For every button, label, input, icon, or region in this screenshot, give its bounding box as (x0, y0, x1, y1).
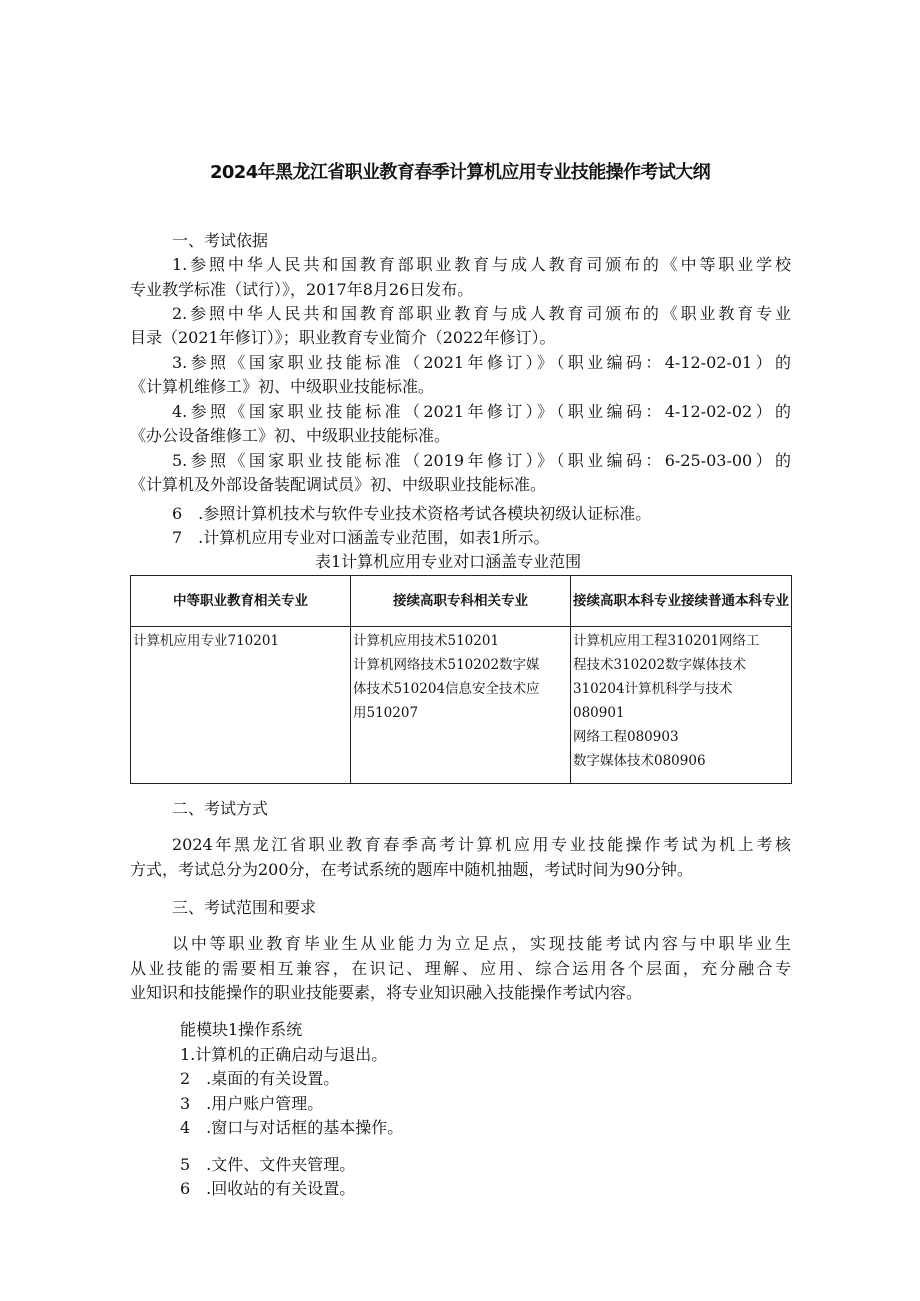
document-title: 2024年黑龙江省职业教育春季计算机应用专业技能操作考试大纲 (209, 162, 711, 183)
basis-item-2-line-1: 2.参照中华人民共和国教育部职业教育与成人教育司颁布的《职业教育专业 (172, 304, 791, 323)
basis-item-1-line-2: 专业教学标准（试行）》，2017年8月26日发布。 (130, 280, 474, 299)
module-1-item-5: 5 .文件、文件夹管理。 (180, 1155, 356, 1174)
table-header-row (131, 576, 792, 627)
basis-item-4-line-2: 《办公设备维修工》初、中级职业技能标准。 (130, 426, 451, 445)
module-1-item-2: 2 .桌面的有关设置。 (180, 1069, 340, 1088)
major-scope-table (130, 575, 792, 784)
basis-item-5-line-1: 5.参照《国家职业技能标准（2019年修订）》（职业编码：6-25-03-00）的 (172, 451, 791, 470)
cell-line: 计算机应用技术510201 (353, 633, 500, 649)
cell-line: 体技术510204信息安全技术应 (353, 681, 540, 697)
section-heading-basis: 一、考试依据 (172, 231, 269, 250)
header-higher-vocational: 接续高职专科相关专业 (351, 576, 571, 627)
header-secondary-vocational: 中等职业教育相关专业 (131, 576, 351, 627)
table-caption: 表1计算机应用专业对口涵盖专业范围 (315, 552, 582, 571)
basis-item-3-line-1: 3.参照《国家职业技能标准（2021年修订）》（职业编码：4-12-02-01）的 (172, 353, 791, 372)
basis-item-1-line-1: 1.参照中华人民共和国教育部职业教育与成人教育司颁布的《中等职业学校 (172, 255, 791, 274)
cell-line: 计算机应用工程310201网络工 (573, 633, 760, 649)
cell-line: 网络工程080903 (573, 729, 679, 745)
module-1-item-3: 3 .用户账户管理。 (180, 1094, 324, 1113)
cell-line: 程技术310202数字媒体技术 (573, 657, 747, 673)
scope-line-2: 从业技能的需要相互兼容，在识记、理解、应用、综合运用各个层面，充分融合专 (130, 959, 791, 978)
method-line-2: 方式，考试总分为200分，在考试系统的题库中随机抽题，考试时间为90分钟。 (130, 860, 693, 879)
scope-line-1: 以中等职业教育毕业生从业能力为立足点，实现技能考试内容与中职毕业生 (172, 934, 791, 953)
basis-item-7: 7 .计算机应用专业对口涵盖专业范围，如表1所示。 (172, 528, 550, 547)
section-heading-scope: 三、考试范围和要求 (172, 898, 317, 917)
cell-line: 计算机应用专业710201 (133, 633, 280, 649)
cell-secondary-vocational (131, 627, 351, 784)
section-heading-method: 二、考试方式 (172, 799, 269, 818)
method-line-1: 2024年黑龙江省职业教育春季高考计算机应用专业技能操作考试为机上考核 (172, 835, 791, 854)
table-row (131, 627, 792, 784)
basis-item-6: 6 .参照计算机技术与软件专业技术资格考试各模块初级认证标准。 (172, 504, 652, 523)
cell-line: 080901 (573, 705, 625, 721)
module-1-item-1: 1.计算机的正确启动与退出。 (180, 1045, 388, 1064)
cell-line: 用510207 (353, 705, 419, 721)
scope-line-3: 业知识和技能操作的职业技能要素，将专业知识融入技能操作考试内容。 (130, 983, 643, 1002)
module-1-heading: 能模块1操作系统 (180, 1020, 303, 1039)
basis-item-3-line-2: 《计算机维修工》初、中级职业技能标准。 (130, 377, 435, 396)
basis-item-5-line-2: 《计算机及外部设备装配调试员》初、中级职业技能标准。 (130, 475, 547, 494)
header-undergraduate: 接续高职本科专业接续普通本科专业 (571, 576, 792, 627)
cell-line: 数字媒体技术080906 (573, 753, 706, 769)
cell-undergraduate (571, 627, 792, 784)
cell-line: 310204计算机科学与技术 (573, 681, 733, 697)
module-1-item-4: 4 .窗口与对话框的基本操作。 (180, 1118, 404, 1137)
module-1-item-6: 6 .回收站的有关设置。 (180, 1179, 356, 1198)
basis-item-4-line-1: 4.参照《国家职业技能标准（2021年修订）》（职业编码：4-12-02-02）的 (172, 402, 791, 421)
cell-line: 计算机网络技术510202数字媒 (353, 657, 540, 673)
cell-higher-vocational (351, 627, 571, 784)
basis-item-2-line-2: 目录（2021年修订）》；职业教育专业简介（2022年修订）。 (130, 328, 556, 347)
